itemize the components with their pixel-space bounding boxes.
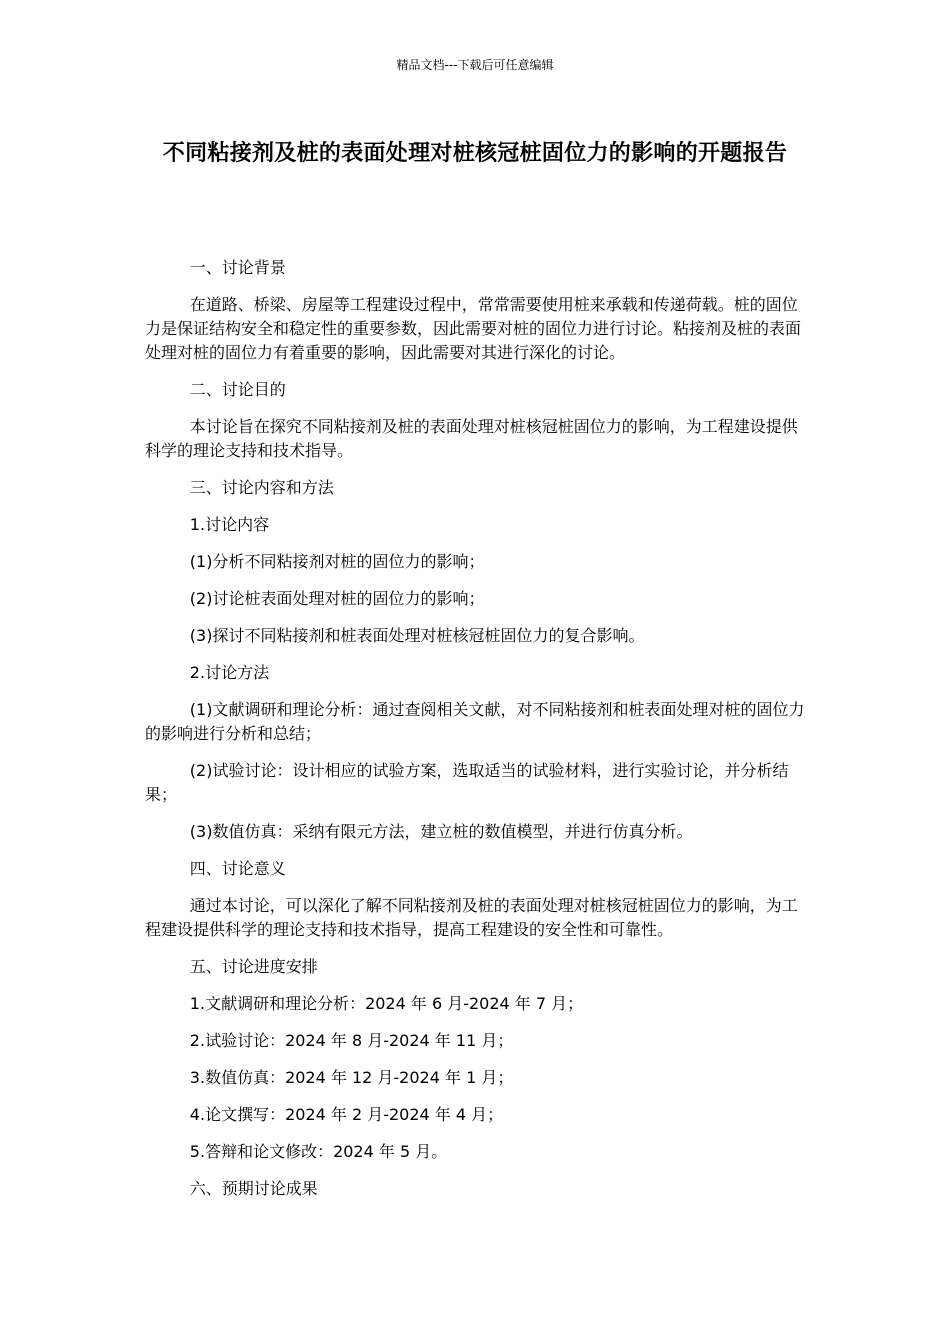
list-item: (3)探讨不同粘接剂和桩表面处理对桩核冠桩固位力的复合影响。 — [189, 626, 645, 645]
list-item: (1)文献调研和理论分析：通过查阅相关文献，对不同粘接剂和桩表面处理对桩的固位力的影响进行分析和总结； — [145, 700, 805, 743]
list-item: (2)讨论桩表面处理对桩的固位力的影响； — [189, 589, 485, 608]
list-item: (3)数值仿真：采纳有限元方法，建立桩的数值模型，并进行仿真分析。 — [189, 822, 693, 841]
section-heading-schedule: 五、讨论进度安排 — [189, 957, 318, 976]
schedule-item: 1.文献调研和理论分析：2024 年 6 月-2024 年 7 月； — [189, 994, 584, 1013]
schedule-item: 5.答辩和论文修改：2024 年 5 月。 — [189, 1142, 448, 1161]
schedule-item: 3.数值仿真：2024 年 12 月-2024 年 1 月； — [189, 1068, 514, 1087]
paragraph-purpose: 本讨论旨在探究不同粘接剂及桩的表面处理对桩核冠桩固位力的影响，为工程建设提供科学的理论支持和技术指导。 — [145, 417, 798, 460]
document-body — [145, 256, 807, 1214]
section-heading-expected-results: 六、预期讨论成果 — [189, 1179, 318, 1198]
section-heading-background: 一、讨论背景 — [189, 258, 286, 277]
subheading-method: 2.讨论方法 — [189, 663, 270, 682]
paragraph-significance: 通过本讨论，可以深化了解不同粘接剂及桩的表面处理对桩核冠桩固位力的影响，为工程建设提供科学的理论支持和技术指导，提高工程建设的安全性和可靠性。 — [145, 896, 798, 939]
schedule-item: 2.试验讨论：2024 年 8 月-2024 年 11 月； — [189, 1031, 514, 1050]
list-item: (1)分析不同粘接剂对桩的固位力的影响； — [189, 552, 485, 571]
section-heading-content-method: 三、讨论内容和方法 — [189, 478, 334, 497]
document-title: 不同粘接剂及桩的表面处理对桩核冠桩固位力的影响的开题报告 — [162, 141, 788, 166]
list-item: (2)试验讨论：设计相应的试验方案，选取适当的试验材料，进行实验讨论，并分析结果； — [145, 761, 789, 804]
subheading-content: 1.讨论内容 — [189, 515, 270, 534]
schedule-item: 4.论文撰写：2024 年 2 月-2024 年 4 月； — [189, 1105, 504, 1124]
paragraph-background: 在道路、桥梁、房屋等工程建设过程中，常常需要使用桩来承载和传递荷载。桩的固位力是保证结构安全和稳定性的重要参数，因此需要对桩的固位力进行讨论。粘接剂及桩的表面处理对桩的固位力有着重要的影响，因此需要对其进行深化的讨论。 — [145, 295, 802, 362]
section-heading-purpose: 二、讨论目的 — [189, 380, 286, 399]
header-note: 精品文档---下载后可任意编辑 — [396, 58, 554, 72]
section-heading-significance: 四、讨论意义 — [189, 859, 286, 878]
